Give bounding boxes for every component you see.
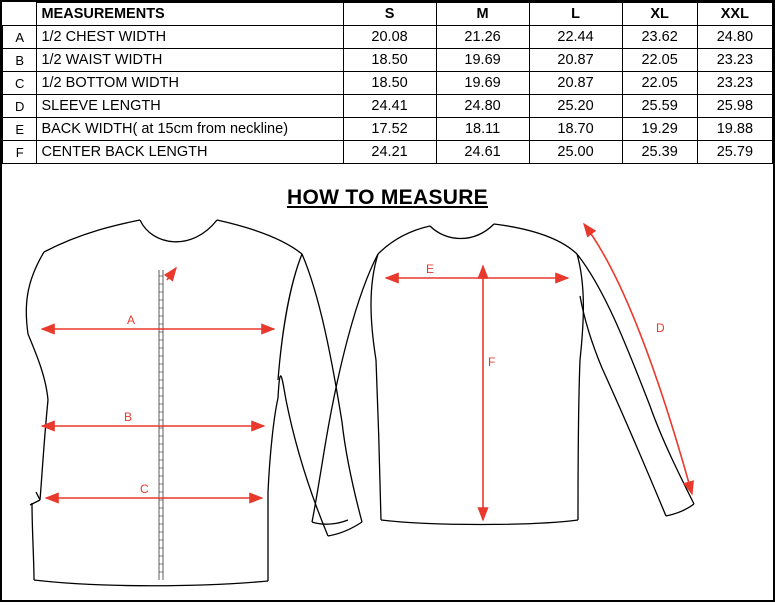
row-value-xl: 25.39 — [622, 141, 697, 164]
header-size-m: M — [436, 3, 529, 26]
label-e: E — [426, 262, 435, 276]
row-value-xxl: 19.88 — [697, 118, 772, 141]
row-name: CENTER BACK LENGTH — [37, 141, 343, 164]
row-value-m: 19.69 — [436, 49, 529, 72]
how-to-measure-title: HOW TO MEASURE — [287, 186, 488, 209]
table-row — [3, 49, 773, 72]
row-letter: E — [3, 118, 37, 141]
label-d: D — [656, 321, 665, 335]
row-letter: B — [3, 49, 37, 72]
row-value-l: 25.20 — [529, 95, 622, 118]
header-size-xl: XL — [622, 3, 697, 26]
row-value-l: 20.87 — [529, 49, 622, 72]
how-to-measure-diagram — [2, 210, 773, 605]
row-value-xl: 22.05 — [622, 49, 697, 72]
row-value-l: 20.87 — [529, 72, 622, 95]
row-value-xl: 19.29 — [622, 118, 697, 141]
row-value-s: 18.50 — [343, 49, 436, 72]
header-size-s: S — [343, 3, 436, 26]
row-value-m: 18.11 — [436, 118, 529, 141]
front-garment-outline — [26, 220, 362, 586]
row-value-m: 19.69 — [436, 72, 529, 95]
tape-pointer-arrow — [167, 268, 176, 280]
row-value-xxl: 23.23 — [697, 49, 772, 72]
row-letter: F — [3, 141, 37, 164]
table-row — [3, 141, 773, 164]
header-size-l: L — [529, 3, 622, 26]
row-value-s: 17.52 — [343, 118, 436, 141]
row-value-s: 18.50 — [343, 72, 436, 95]
row-value-xxl: 25.98 — [697, 95, 772, 118]
row-value-xxl: 24.80 — [697, 26, 772, 49]
row-value-m: 24.80 — [436, 95, 529, 118]
row-value-xl: 22.05 — [622, 72, 697, 95]
row-value-l: 18.70 — [529, 118, 622, 141]
row-value-l: 22.44 — [529, 26, 622, 49]
row-value-m: 21.26 — [436, 26, 529, 49]
row-value-s: 24.21 — [343, 141, 436, 164]
row-value-xl: 23.62 — [622, 26, 697, 49]
label-b: B — [124, 410, 133, 424]
row-value-l: 25.00 — [529, 141, 622, 164]
row-letter: A — [3, 26, 37, 49]
row-name: 1/2 CHEST WIDTH — [37, 26, 343, 49]
label-f: F — [488, 355, 496, 369]
row-value-xxl: 25.79 — [697, 141, 772, 164]
row-value-xxl: 23.23 — [697, 72, 772, 95]
table-row — [3, 95, 773, 118]
label-c: C — [140, 482, 149, 496]
measuring-tape — [159, 270, 163, 580]
header-size-xxl: XXL — [697, 3, 772, 26]
row-name: SLEEVE LENGTH — [37, 95, 343, 118]
row-name: 1/2 BOTTOM WIDTH — [37, 72, 343, 95]
table-header-row — [3, 3, 773, 26]
row-value-xl: 25.59 — [622, 95, 697, 118]
row-letter: C — [3, 72, 37, 95]
row-letter: D — [3, 95, 37, 118]
row-value-s: 20.08 — [343, 26, 436, 49]
table-row — [3, 26, 773, 49]
row-value-m: 24.61 — [436, 141, 529, 164]
measurements-table — [2, 2, 773, 164]
header-measurements: MEASUREMENTS — [37, 3, 343, 26]
table-row — [3, 72, 773, 95]
header-letter-col — [3, 3, 37, 26]
label-a: A — [127, 313, 136, 327]
measure-arrow-d — [584, 224, 692, 494]
table-row — [3, 118, 773, 141]
row-value-s: 24.41 — [343, 95, 436, 118]
row-name: 1/2 WAIST WIDTH — [37, 49, 343, 72]
row-name: BACK WIDTH( at 15cm from neckline) — [37, 118, 343, 141]
back-garment-outline — [312, 224, 694, 525]
